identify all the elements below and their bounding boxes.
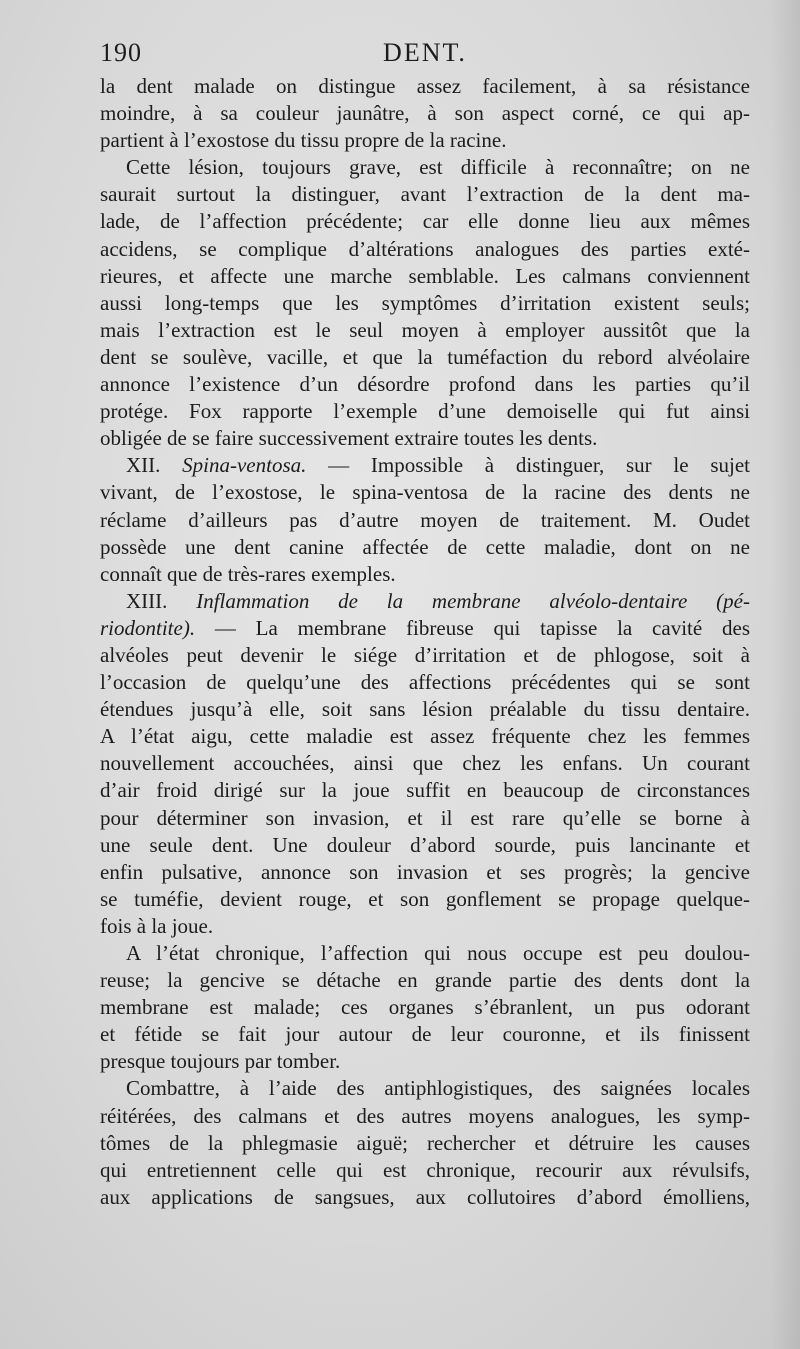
text-line: aux applications de sangsues, aux collutoires d’abord émolliens,	[100, 1184, 750, 1209]
text-line: fois à la joue.	[100, 913, 214, 938]
text-line: annonce l’existence d’un désordre profond dans les parties qu’il	[100, 372, 750, 397]
text-line: réitérées, des calmans et des autres moyens analogues, les symp-	[100, 1103, 750, 1128]
text-line: rieures, et affecte une marche semblable. Les calmans conviennent	[100, 263, 750, 288]
text-line: mais l’extraction est le seul moyen à employer aussitôt que la	[100, 317, 750, 342]
body-text	[100, 73, 750, 1211]
text-line: vivant, de l’exostose, le spina-ventosa de la racine des dents ne	[100, 480, 750, 505]
page-header	[100, 38, 750, 78]
text-line: A l’état aigu, cette maladie est assez fréquente chez les femmes	[100, 724, 750, 749]
text-line: aussi long-temps que les symptômes d’irritation existent seuls;	[100, 290, 750, 315]
text-line: obligée de se faire successivement extraire toutes les dents.	[100, 426, 598, 451]
text-line: XII. Spina-ventosa. — Impossible à distinguer, sur le sujet	[126, 453, 750, 478]
text-line: connaît que de très-rares exemples.	[100, 561, 396, 586]
text-line: A l’état chronique, l’affection qui nous occupe est peu doulou-	[126, 941, 750, 965]
text-line: l’occasion de quelqu’une des affections précédentes qui se sont	[100, 670, 750, 695]
page-edge-shadow	[770, 0, 800, 1349]
text-line: une seule dent. Une douleur d’abord sourde, puis lancinante et	[100, 832, 750, 857]
text-line: se tuméfie, devient rouge, et son gonflement se propage quelque-	[100, 886, 750, 911]
text-line: XIII. Inflammation de la membrane alvéolo-dentaire (pé-	[126, 588, 750, 613]
text-line: enfin pulsative, annonce son invasion et ses progrès; la gencive	[100, 859, 750, 884]
text-line: réclame d’ailleurs pas d’autre moyen de traitement. M. Oudet	[100, 507, 750, 532]
text-line: alvéoles peut devenir le siége d’irritation et de phlogose, soit à	[100, 642, 750, 667]
text-line: riodontite). — La membrane fibreuse qui tapisse la cavité des	[100, 615, 750, 640]
text-line: protége. Fox rapporte l’exemple d’une demoiselle qui fut ainsi	[100, 399, 750, 424]
text-line: Combattre, à l’aide des antiphlogistiques, des saignées locales	[126, 1076, 750, 1101]
text-line: partient à l’exostose du tissu propre de la racine.	[100, 128, 507, 153]
text-line: Cette lésion, toujours grave, est difficile à reconnaître; on ne	[126, 155, 750, 180]
text-line: la dent malade on distingue assez facilement, à sa résistance	[100, 74, 750, 98]
text-line: presque toujours par tomber.	[100, 1049, 341, 1074]
text-line: accidens, se complique d’altérations analogues des parties exté-	[100, 236, 750, 261]
text-line: membrane est malade; ces organes s’ébranlent, un pus odorant	[100, 995, 750, 1020]
text-line: et fétide se fait jour autour de leur couronne, et ils finissent	[100, 1022, 750, 1047]
text-line: possède une dent canine affectée de cette maladie, dont on ne	[100, 534, 750, 559]
text-line: moindre, à sa couleur jaunâtre, à son aspect corné, ce qui ap-	[100, 101, 750, 126]
text-line: qui entretiennent celle qui est chronique, recourir aux révulsifs,	[100, 1157, 750, 1182]
text-line: lade, de l’affection précédente; car elle donne lieu aux mêmes	[100, 209, 750, 234]
text-line: étendues jusqu’à elle, soit sans lésion préalable du tissu dentaire.	[100, 697, 750, 722]
text-line: saurait surtout la distinguer, avant l’extraction de la dent ma-	[100, 182, 750, 207]
text-line: dent se soulève, vacille, et que la tuméfaction du rebord alvéolaire	[100, 344, 750, 369]
text-line: pour déterminer son invasion, et il est rare qu’elle se borne à	[100, 805, 750, 830]
page-number: 190	[100, 38, 142, 67]
text-line: reuse; la gencive se détache en grande partie des dents dont la	[100, 968, 750, 993]
text-line: d’air froid dirigé sur la joue suffit en beaucoup de circonstances	[100, 778, 750, 803]
text-line: tômes de la phlegmasie aiguë; rechercher et détruire les causes	[100, 1130, 750, 1155]
text-line: nouvellement accouchées, ainsi que chez les enfans. Un courant	[100, 751, 750, 776]
running-title: DENT.	[383, 38, 467, 67]
